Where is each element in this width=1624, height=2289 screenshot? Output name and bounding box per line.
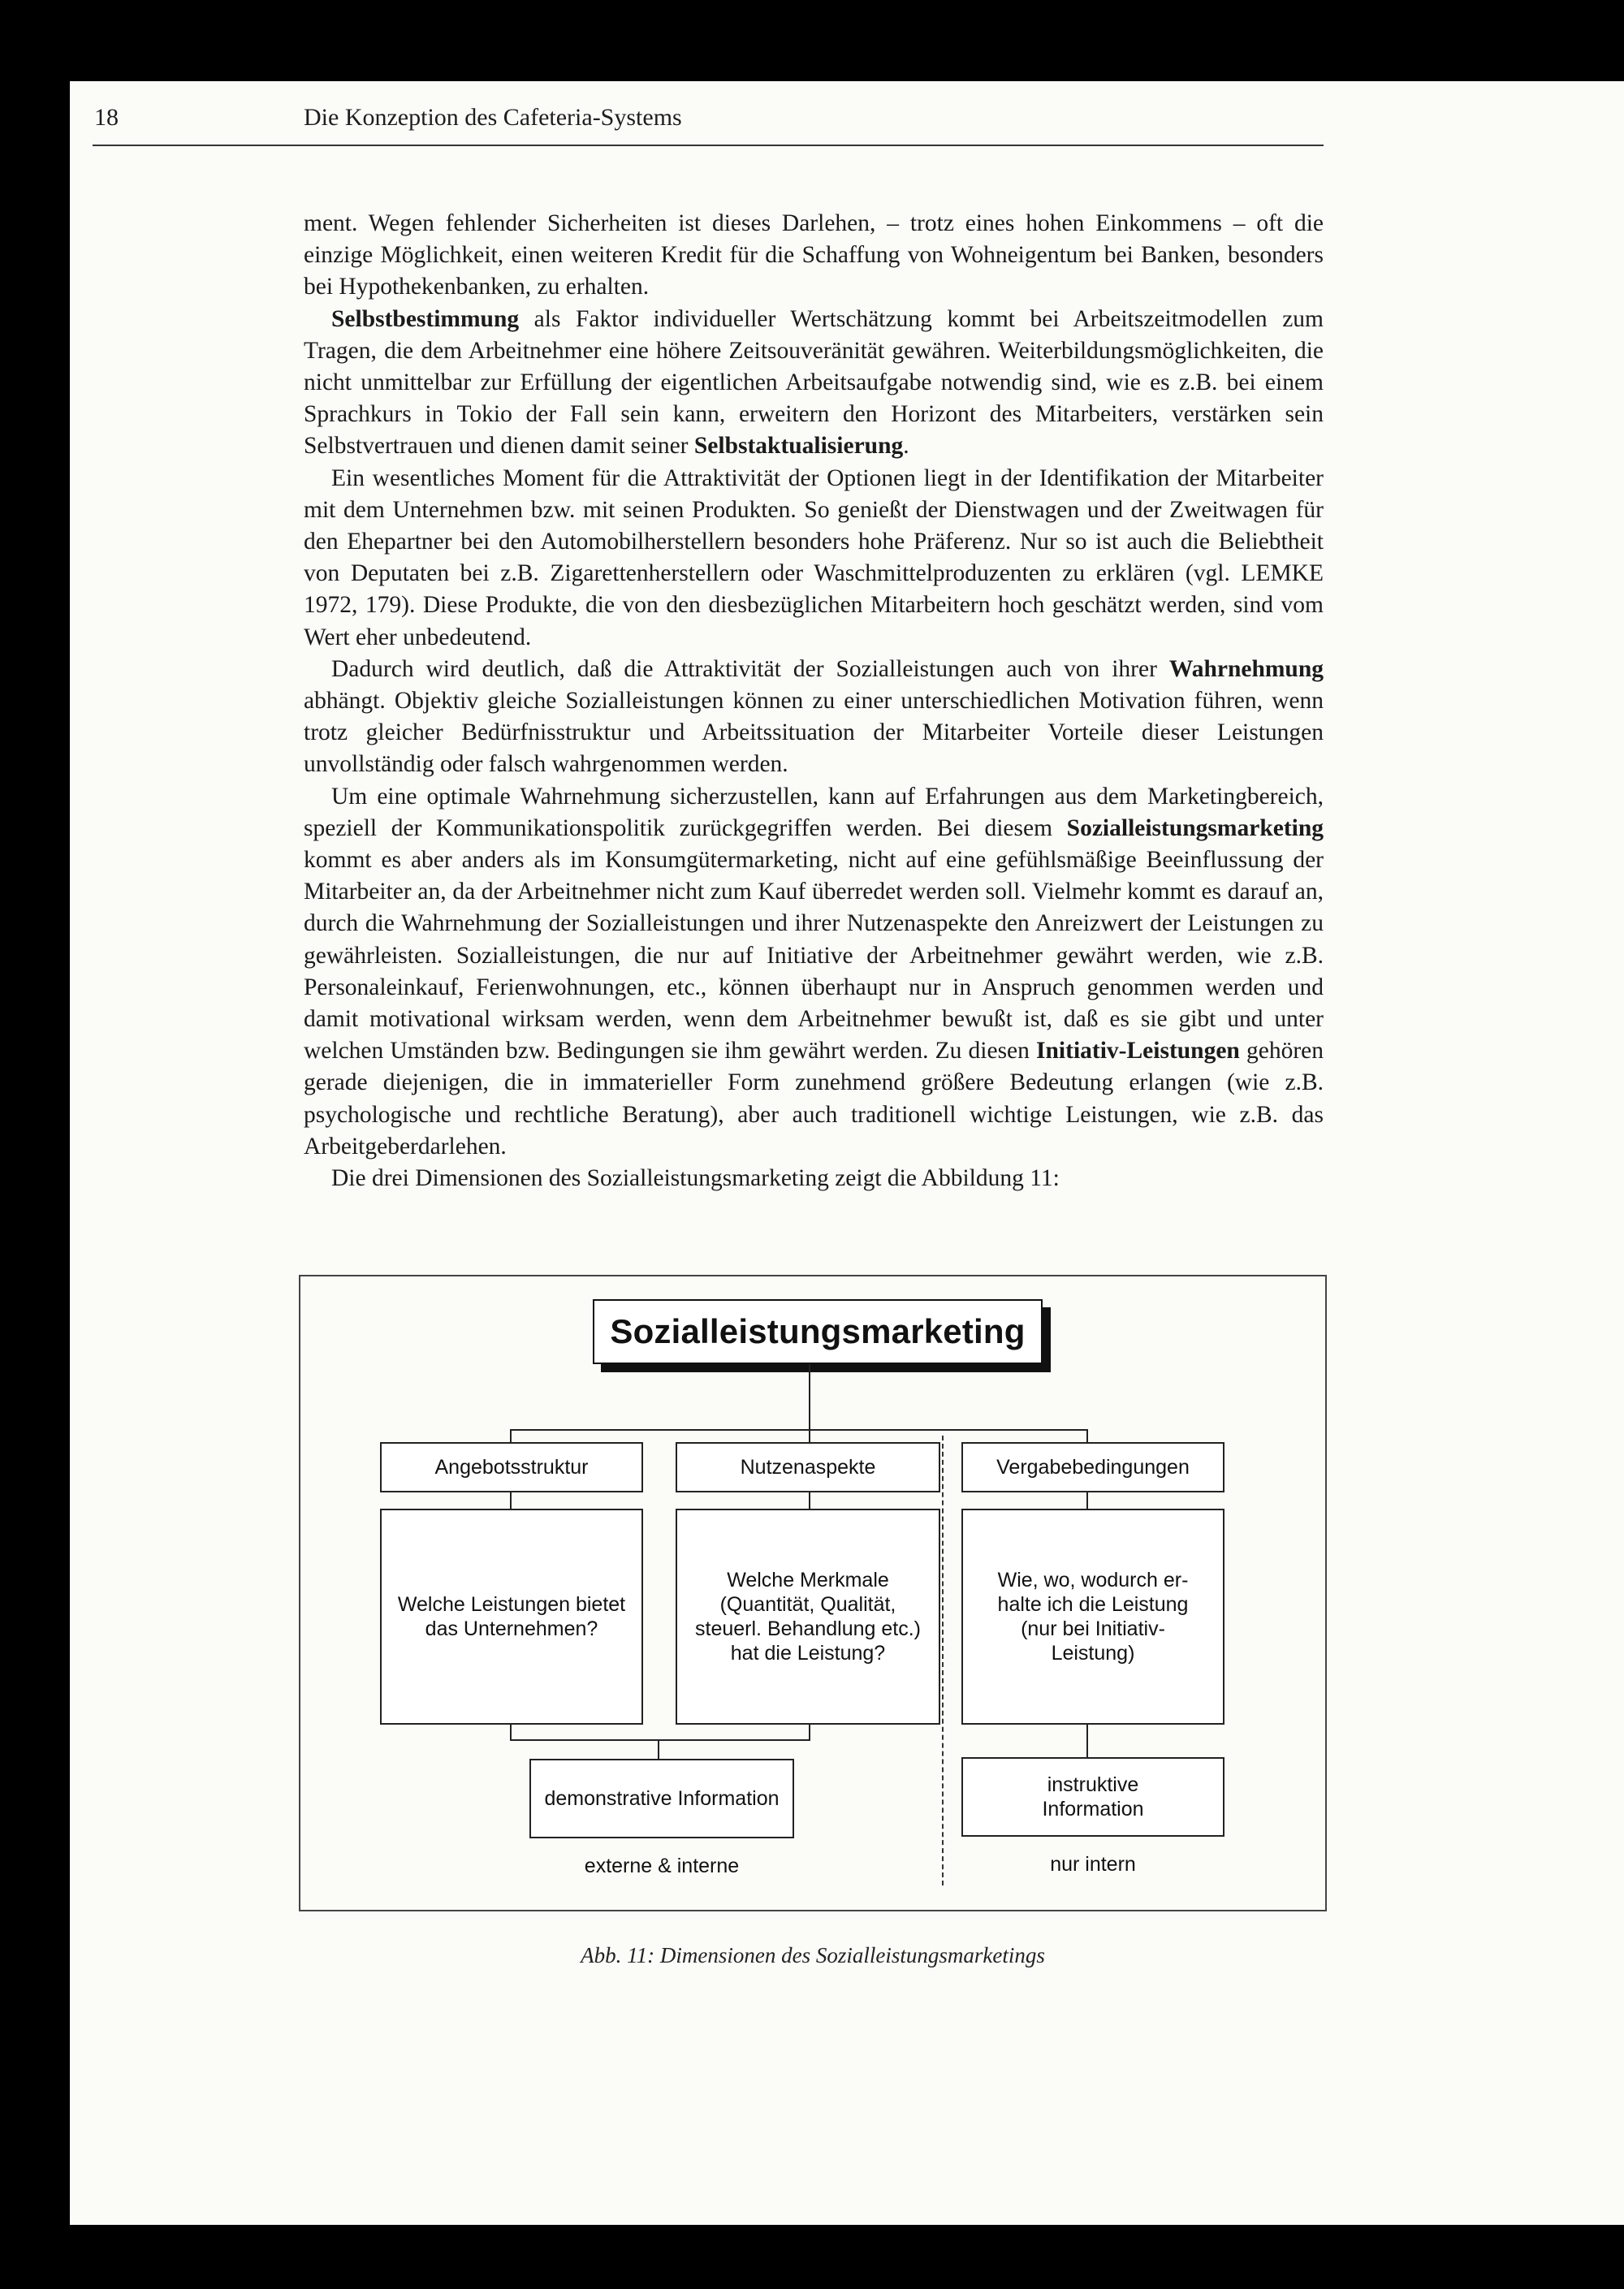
bold-term-wahrnehmung: Wahrnehmung [1168, 655, 1324, 682]
connector-title-down [809, 1364, 810, 1429]
connector-nutzen-question [809, 1492, 810, 1509]
connector-angebot-bottom [510, 1725, 512, 1741]
info-box-demonstrative: demonstrative Information [529, 1759, 794, 1838]
bold-term-selbstaktualisierung: Selbstaktualisierung [693, 433, 904, 460]
paragraph-2: Selbstbestimmung als Faktor individueller Wertschätzung kommt bei Arbeitszeitmodellen zum Tragen, die dem Arbeitnehmer eine höhere Zeitsouveränität gewähren. Weiterbildungsmöglichkeiten, die nicht unmittelbar zur Erfüllung der eigentlichen Arbeitsaufgabe notwendig sind, wie es z.B. bei einem Sprachkurs in Tokio der Fall sein kann, erweitern den Horizont des Mitarbeiters, verstärken sein Selbstvertrauen und dienen damit seiner Selbstaktualisierung. [304, 305, 1324, 460]
header-rule [93, 145, 1324, 146]
question-box-nutzenaspekte: Welche Merkmale (Quantität, Qualität, steuerl. Behandlung etc.) hat die Leistung? [676, 1509, 940, 1725]
audience-label-right: nur intern [1050, 1853, 1136, 1876]
connector-to-demonstrative [658, 1739, 659, 1759]
bold-term-selbstbestimmung: Selbstbestimmung [331, 305, 520, 332]
bold-term-initiativ-leistungen: Initiativ-Leistungen [1036, 1038, 1240, 1065]
figure-diagram [299, 1275, 1327, 1911]
page-number: 18 [94, 104, 119, 131]
connector-to-vergabe [1086, 1429, 1088, 1442]
paragraph-5: Um eine optimale Wahrnehmung sicherzustellen, kann auf Erfahrungen aus dem Marketingbereich, speziell der Kommunikationspolitik zurückgegriffen werden. Bei diesem Sozialleistungsmarketing kommt es aber anders als im Konsumgütermarketing, nicht auf eine gefühlsmäßige Beeinflussung der Mitarbeiter an, da der Arbeitnehmer nicht zum Kauf überredet werden soll. Vielmehr kommt es darauf an, durch die Wahrnehmung der Sozialleistungen und ihrer Nutzenaspekte den Anreizwert der Leistungen zu gewährleisten. Sozialleistungen, die nur auf Initiative der Arbeitnehmer gewährt werden, wie z.B. Personaleinkauf, Ferienwohnungen, etc., können überhaupt nur in Anspruch genommen werden und damit motivational wirksam werden, wenn dem Arbeitnehmer bewußt ist, daß es sie gibt und unter welchen Umständen bzw. Bedingungen sie ihm gewährt werden. Zu diesen Initiativ-Leistungen gehören gerade diejenigen, die in immaterieller Form zunehmend größere Bedeutung erlangen (wie z.B. psychologische und rechtliche Beratung), aber auch traditionell wichtige Leistungen, wie z.B. das Arbeitgeberdarlehen. [304, 783, 1324, 1160]
paragraph-6: Die drei Dimensionen des Sozialleistungsmarketing zeigt die Abbildung 11: [331, 1165, 1060, 1192]
paragraph-3: Ein wesentliches Moment für die Attraktivität der Optionen liegt in der Identifikation der Mitarbeiter mit dem Unternehmen bzw. mit seinen Produkten. So genießt der Dienstwagen und der Zweitwagen für den Ehepartner bei den Automobilherstellern besonders hohe Präferenz. Nur so ist auch die Beliebtheit von Deputaten bei z.B. Zigarettenherstellern oder Waschmittelproduzenten zu erklären (vgl. LEMKE 1972, 179). Diese Produkte, die von den diesbezüglichen Mitarbeitern hoch geschätzt werden, sind vom Wert eher unbedeutend. [304, 464, 1324, 650]
dimension-label-nutzenaspekte: Nutzenaspekte [676, 1442, 940, 1492]
dashed-separator [942, 1436, 944, 1885]
dimension-label-vergabebedingungen: Vergabebedingungen [961, 1442, 1224, 1492]
info-box-instruktive: instruktive Information [961, 1757, 1224, 1837]
connector-nutzen-bottom [809, 1725, 810, 1741]
running-title: Die Konzeption des Cafeteria-Systems [304, 104, 682, 131]
diagram-title: Sozialleistungsmarketing [593, 1299, 1043, 1364]
connector-angebot-question [510, 1492, 512, 1509]
dimension-label-angebotsstruktur: Angebotsstruktur [380, 1442, 643, 1492]
body-text [304, 208, 1324, 1194]
connector-to-angebot [510, 1429, 512, 1442]
question-box-vergabebedingungen: Wie, wo, wodurch erhalte ich die Leistung (nur bei Initiativ-Leistung) [961, 1509, 1224, 1725]
connector-vergabe-question [1086, 1492, 1088, 1509]
connector-top-horizontal [510, 1429, 1088, 1431]
connector-to-instruktive [1086, 1725, 1088, 1757]
bold-term-sozialleistungsmarketing: Sozialleistungsmarketing [1066, 814, 1324, 841]
paragraph-4: Dadurch wird deutlich, daß die Attraktivität der Sozialleistungen auch von ihrer Wahrnehmung abhängt. Objektiv gleiche Sozialleistungen können zu einer unterschiedlichen Motivation führen, wenn trotz gleicher Bedürfnisstruktur und Arbeitssituation der Mitarbeiter Vorteile dieser Leistungen unvollständig oder falsch wahrgenommen werden. [304, 655, 1324, 778]
audience-label-left: externe & interne [584, 1855, 740, 1877]
connector-to-nutzen [809, 1429, 810, 1442]
figure-caption: Abb. 11: Dimensionen des Sozialleistungsmarketings [581, 1943, 1045, 1967]
connector-bottom-horizontal [510, 1739, 810, 1741]
paragraph-1: ment. Wegen fehlender Sicherheiten ist dieses Darlehen, – trotz eines hohen Einkommens – oft die einzige Möglichkeit, einen weiteren Kredit für die Schaffung von Wohneigentum bei Banken, besonders bei Hypothekenbanken, zu erhalten. [304, 210, 1324, 300]
question-box-angebotsstruktur: Welche Leistungen bietet das Unternehmen? [380, 1509, 643, 1725]
